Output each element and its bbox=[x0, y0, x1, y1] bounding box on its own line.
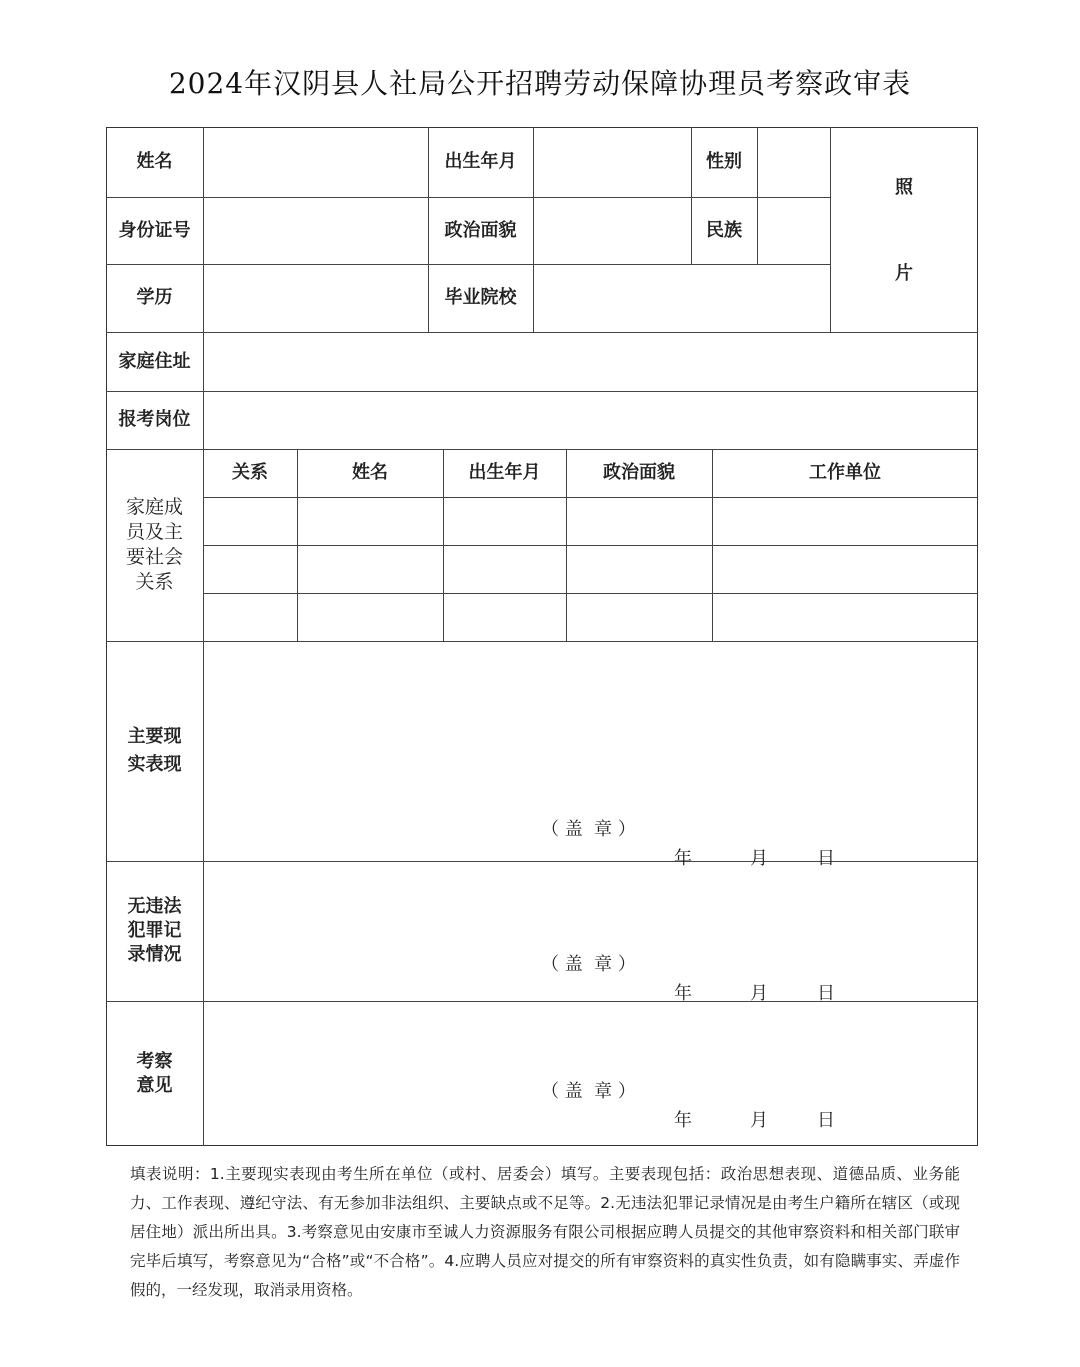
family-row-1[interactable] bbox=[204, 498, 977, 545]
fill-instructions: 填表说明：1.主要现实表现由考生所在单位（或村、居委会）填写。主要表现包括：政治思想表现、道德品质、业务能力、工作表现、遵纪守法、有无参加非法组织、主要缺点或不足等。2.无违法犯罪记录情况是由考生户籍所在辖区（或现居住地）派出所出具。3.考察意见由安康市至诚人力资源服务有限公司根据应聘人员提交的其他审察资料和相关部门联审完毕后填写，考察意见为“合格”或“不合格”。4.应聘人员应对提交的所有审察资料的真实性负责，如有隐瞒事实、弄虚作假的，一经发现，取消录用资格。 bbox=[130, 1165, 960, 1299]
family-label-line: 关系 bbox=[135, 571, 174, 593]
stamp-label: （ 盖 章 ） bbox=[541, 819, 636, 840]
form-title: 2024年汉阴县人社局公开招聘劳动保障协理员考察政审表 bbox=[168, 67, 912, 100]
criminal-record-field[interactable] bbox=[204, 862, 977, 1001]
label-gender: 性别 bbox=[706, 151, 742, 173]
label-opinion bbox=[106, 1001, 203, 1146]
birth-field[interactable] bbox=[534, 128, 691, 197]
record-label-line: 录情况 bbox=[127, 944, 182, 965]
photo-label-2: 片 bbox=[895, 263, 913, 285]
performance-label-line: 实表现 bbox=[127, 754, 182, 775]
label-political: 政治面貌 bbox=[444, 219, 517, 241]
record-label-line: 犯罪记 bbox=[127, 920, 182, 941]
ethnicity-field[interactable] bbox=[758, 198, 830, 264]
opinion-label-line: 意见 bbox=[136, 1074, 173, 1096]
header-member-name: 姓名 bbox=[352, 462, 388, 484]
opinion-field[interactable] bbox=[204, 1002, 977, 1145]
header-member-birth: 出生年月 bbox=[468, 462, 541, 484]
date-day: 日 bbox=[817, 848, 835, 869]
header-workplace: 工作单位 bbox=[809, 462, 881, 484]
photo-label-1: 照 bbox=[895, 177, 913, 199]
performance-label-line: 主要现 bbox=[127, 726, 182, 747]
label-id-number: 身份证号 bbox=[118, 219, 191, 241]
address-field[interactable] bbox=[204, 333, 977, 391]
gender-field[interactable] bbox=[758, 128, 830, 197]
label-name: 姓名 bbox=[136, 151, 173, 173]
label-education: 学历 bbox=[136, 287, 173, 309]
date-month: 月 bbox=[750, 1110, 768, 1131]
opinion-label-line: 考察 bbox=[136, 1050, 173, 1072]
family-label-line: 要社会 bbox=[125, 546, 183, 568]
date-month: 月 bbox=[750, 983, 768, 1004]
date-year: 年 bbox=[674, 848, 692, 869]
family-label-line: 员及主 bbox=[125, 521, 183, 543]
date-year: 年 bbox=[674, 983, 692, 1004]
label-ethnicity: 民族 bbox=[706, 219, 742, 241]
label-school: 毕业院校 bbox=[444, 287, 517, 309]
photo-box[interactable] bbox=[831, 128, 977, 332]
stamp-label: （ 盖 章 ） bbox=[541, 954, 636, 975]
position-field[interactable] bbox=[204, 392, 977, 449]
family-row-2[interactable] bbox=[204, 546, 977, 593]
label-birth: 出生年月 bbox=[444, 151, 517, 173]
label-position: 报考岗位 bbox=[118, 409, 191, 431]
header-member-political: 政治面貌 bbox=[603, 462, 675, 484]
date-year: 年 bbox=[674, 1110, 692, 1131]
education-field[interactable] bbox=[204, 265, 428, 332]
label-family-relations bbox=[106, 449, 203, 641]
label-performance bbox=[106, 641, 203, 861]
header-relation: 关系 bbox=[232, 462, 268, 484]
name-field[interactable] bbox=[204, 128, 428, 197]
id-number-field[interactable] bbox=[204, 198, 428, 264]
date-month: 月 bbox=[750, 848, 768, 869]
date-day: 日 bbox=[817, 1110, 835, 1131]
label-criminal-record bbox=[106, 861, 203, 1001]
family-row-3[interactable] bbox=[204, 594, 977, 641]
date-day: 日 bbox=[817, 983, 835, 1004]
stamp-label: （ 盖 章 ） bbox=[541, 1081, 636, 1102]
family-label-line: 家庭成 bbox=[125, 496, 183, 518]
record-label-line: 无违法 bbox=[127, 896, 182, 917]
political-field[interactable] bbox=[534, 198, 691, 264]
label-address: 家庭住址 bbox=[118, 350, 191, 372]
school-field[interactable] bbox=[534, 265, 830, 332]
